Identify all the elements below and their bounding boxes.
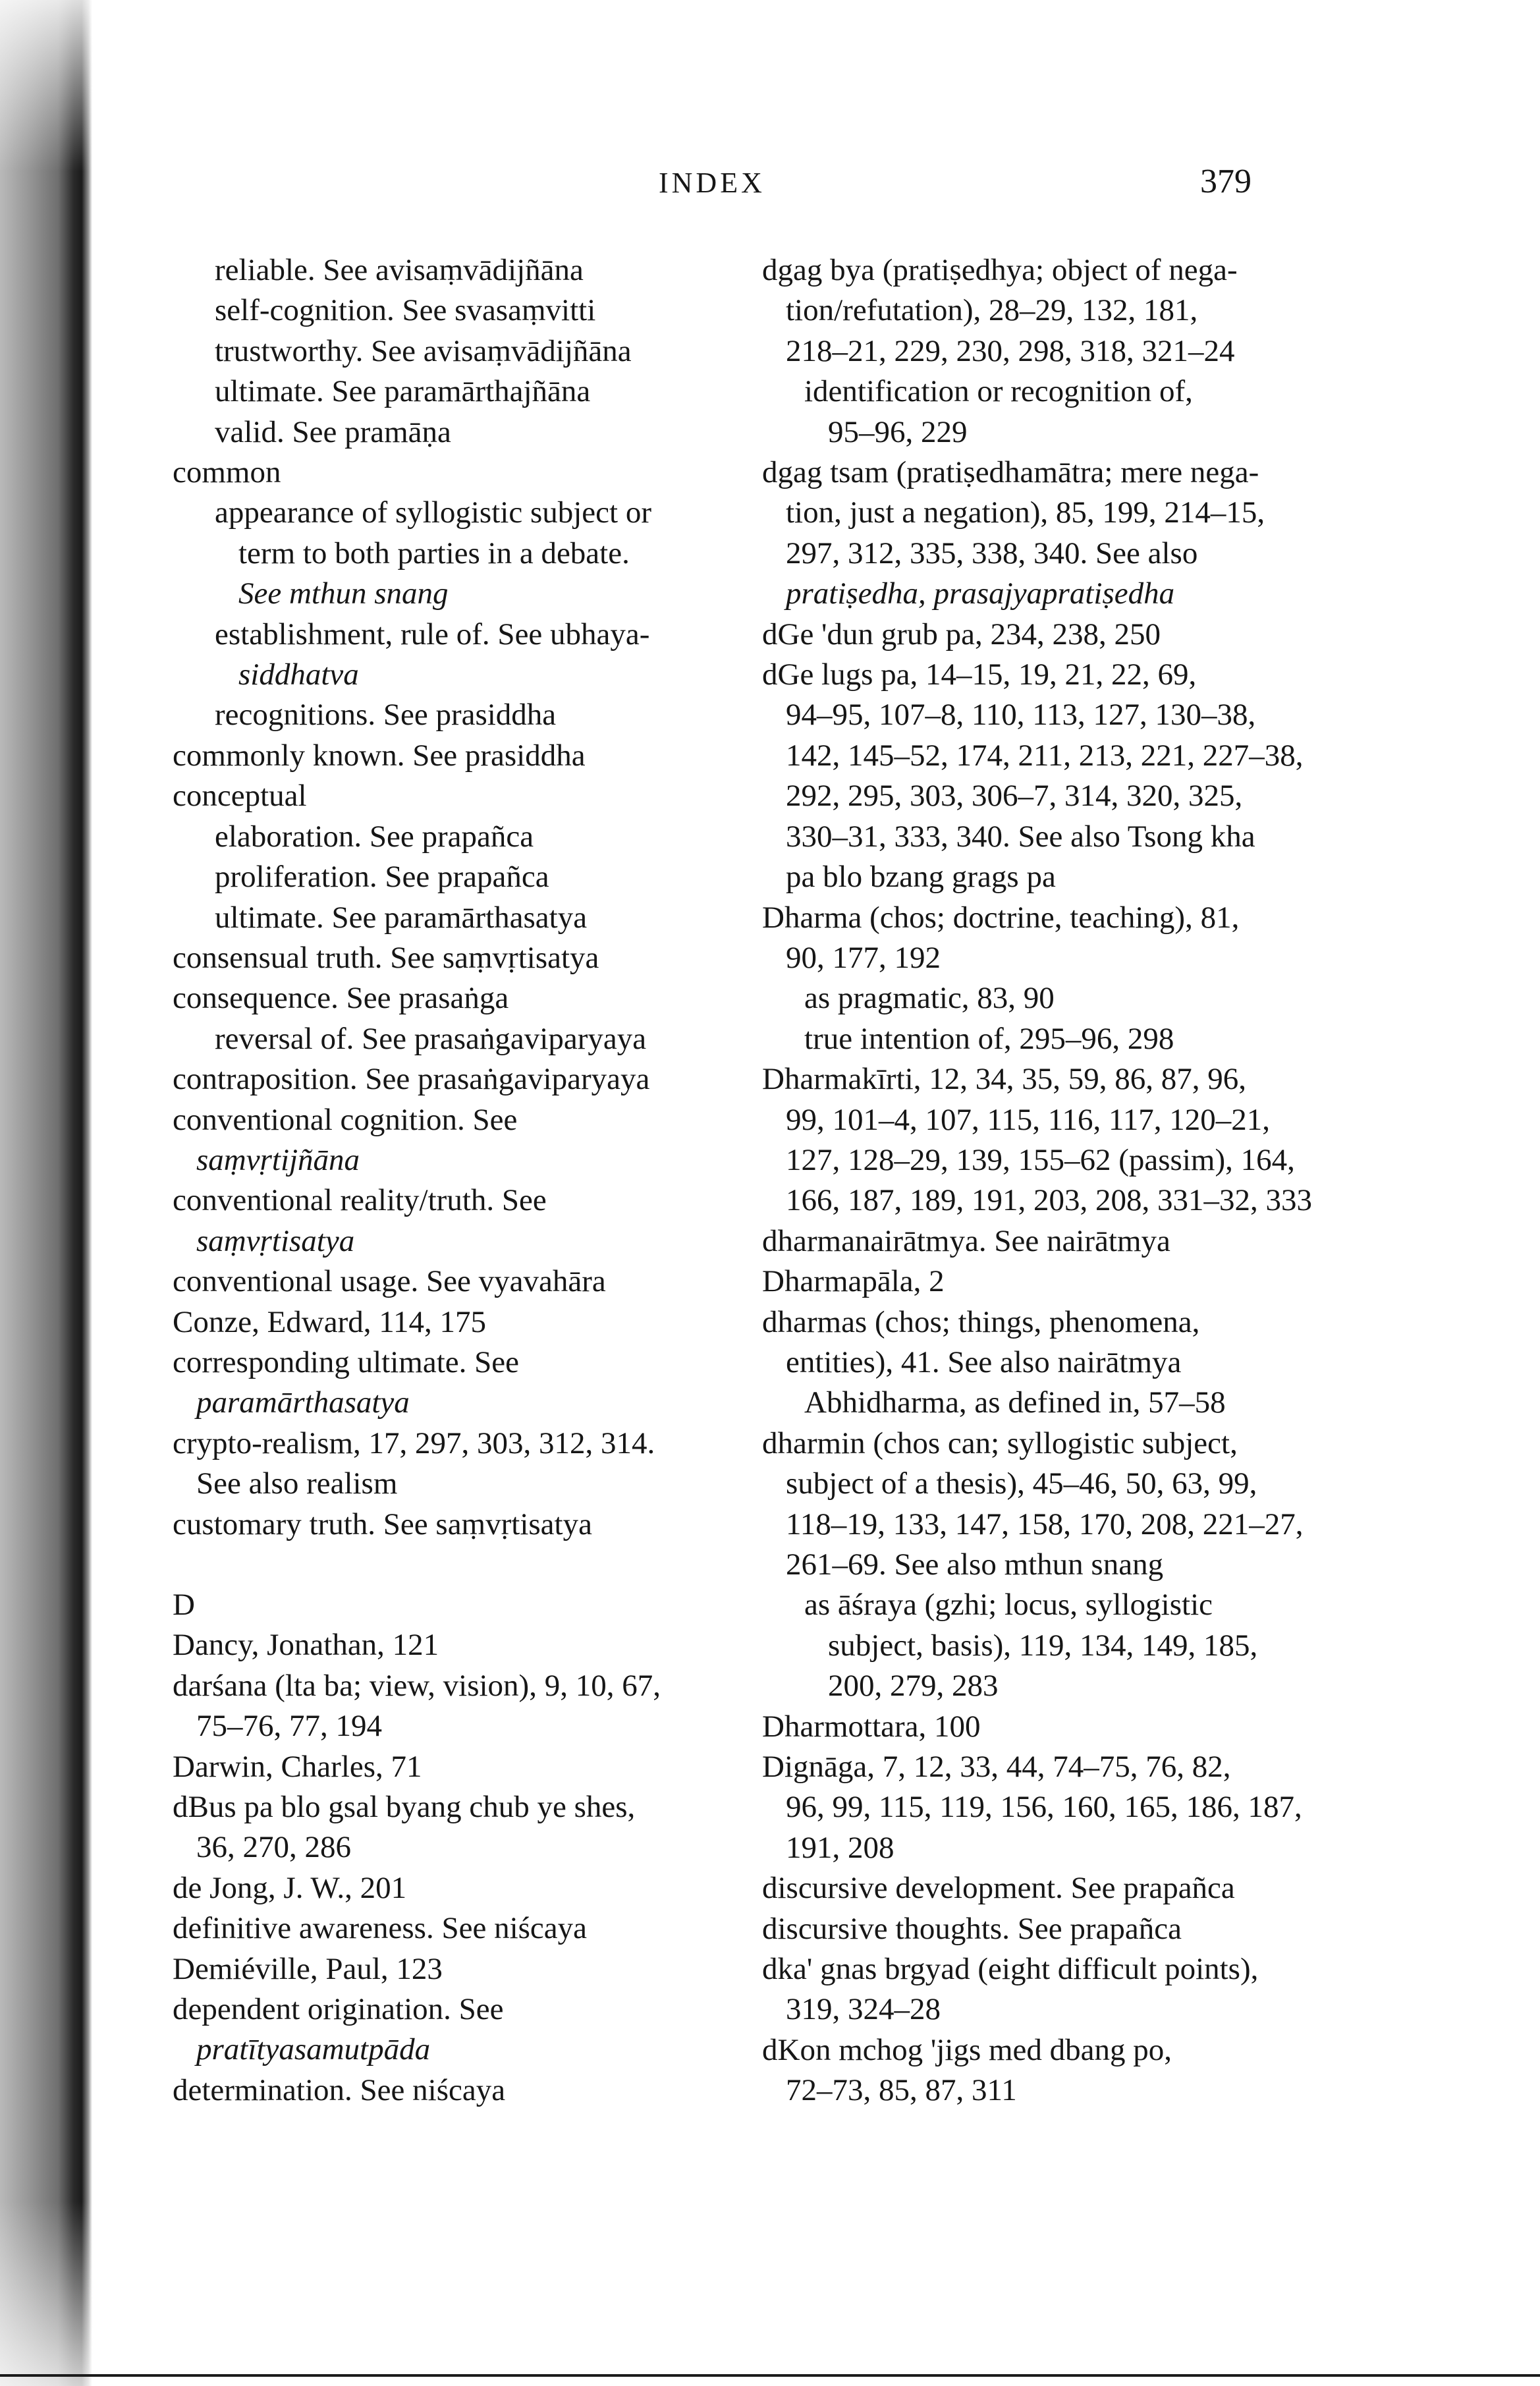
index-line: definitive awareness. See niścaya	[173, 1911, 588, 1946]
index-line: 127, 128–29, 139, 155–62 (passim), 164,	[786, 1142, 1295, 1177]
index-line: trustworthy. See avisaṃvādijñāna	[215, 333, 632, 368]
index-line: dgag tsam (pratiṣedhamātra; mere nega-	[762, 455, 1259, 490]
section-letter-d: D	[173, 1588, 195, 1622]
index-line: identification or recognition of,	[804, 374, 1193, 409]
index-line: entities), 41. See also nairātmya	[786, 1345, 1182, 1379]
index-line: 95–96, 229	[828, 414, 968, 449]
page-number: 379	[1200, 163, 1251, 200]
index-line: dgag bya (pratiṣedhya; object of nega-	[762, 253, 1238, 287]
index-line: See also realism	[196, 1466, 398, 1501]
index-line: as āśraya (gzhi; locus, syllogistic	[804, 1588, 1213, 1623]
index-line: contraposition. See prasaṅgaviparyaya	[173, 1062, 650, 1097]
index-line: corresponding ultimate. See	[173, 1345, 519, 1379]
index-line: 191, 208	[786, 1830, 894, 1865]
page-bottom-edge	[0, 2374, 1540, 2377]
index-line: dharmas (chos; things, phenomena,	[762, 1304, 1200, 1339]
index-line: 142, 145–52, 174, 211, 213, 221, 227–38,	[786, 738, 1304, 773]
index-line: pratiṣedha, prasajyapratiṣedha	[786, 576, 1175, 611]
index-line: true intention of, 295–96, 298	[804, 1021, 1174, 1056]
index-line: establishment, rule of. See ubhaya-	[215, 617, 650, 652]
index-line: 75–76, 77, 194	[196, 1709, 382, 1744]
index-line: proliferation. See prapañca	[215, 860, 549, 895]
index-line: See mthun snang	[238, 576, 449, 611]
index-line: as pragmatic, 83, 90	[804, 981, 1055, 1016]
index-line: elaboration. See prapañca	[215, 819, 534, 854]
index-line: 297, 312, 335, 338, 340. See also	[786, 536, 1198, 570]
index-line: customary truth. See saṃvṛtisatya	[173, 1507, 592, 1541]
running-head: INDEX	[659, 167, 765, 199]
page-binding-shadow	[0, 0, 92, 2386]
index-line: tion/refutation), 28–29, 132, 181,	[786, 293, 1198, 328]
index-line: 36, 270, 286	[196, 1830, 351, 1865]
index-line: Conze, Edward, 114, 175	[173, 1304, 486, 1339]
index-line: Abhidharma, as defined in, 57–58	[804, 1385, 1226, 1420]
index-line: pratītyasamutpāda	[196, 2032, 431, 2067]
index-line: 99, 101–4, 107, 115, 116, 117, 120–21,	[786, 1102, 1271, 1137]
index-line: 261–69. See also mthun snang	[786, 1547, 1164, 1582]
index-line: Dharma (chos; doctrine, teaching), 81,	[762, 900, 1240, 935]
index-line: saṃvṛtisatya	[196, 1223, 355, 1258]
index-line: Dharmapāla, 2	[762, 1264, 945, 1299]
index-line: conventional usage. See vyavahāra	[173, 1264, 606, 1299]
index-line: dka' gnas brgyad (eight difficult points),	[762, 1952, 1259, 1987]
index-line: common	[173, 455, 281, 490]
index-line: 218–21, 229, 230, 298, 318, 321–24	[786, 333, 1235, 368]
index-line: conventional cognition. See	[173, 1102, 518, 1137]
index-line: dGe 'dun grub pa, 234, 238, 250	[762, 617, 1161, 652]
index-line: saṃvṛtijñāna	[196, 1142, 360, 1177]
index-line: dGe lugs pa, 14–15, 19, 21, 22, 69,	[762, 657, 1197, 692]
index-line: tion, just a negation), 85, 199, 214–15,	[786, 495, 1265, 530]
index-line: subject, basis), 119, 134, 149, 185,	[828, 1628, 1258, 1663]
index-line: siddhatva	[238, 657, 359, 692]
index-line: recognitions. See prasiddha	[215, 698, 557, 733]
index-line: dKon mchog 'jigs med dbang po,	[762, 2032, 1172, 2067]
index-line: Dharmottara, 100	[762, 1709, 981, 1744]
index-line: ultimate. See paramārthasatya	[215, 900, 588, 935]
index-line: 118–19, 133, 147, 158, 170, 208, 221–27,	[786, 1507, 1304, 1541]
index-line: appearance of syllogistic subject or	[215, 495, 651, 530]
index-column-left	[173, 250, 726, 2111]
index-line: darśana (lta ba; view, vision), 9, 10, 67,	[173, 1668, 661, 1703]
index-line: conceptual	[173, 779, 307, 814]
index-line: Demiéville, Paul, 123	[173, 1951, 443, 1986]
index-line: dependent origination. See	[173, 1992, 504, 2027]
index-line: dharmin (chos can; syllogistic subject,	[762, 1426, 1238, 1460]
index-line: 96, 99, 115, 119, 156, 160, 165, 186, 187,	[786, 1790, 1302, 1825]
index-line: Dharmakīrti, 12, 34, 35, 59, 86, 87, 96,	[762, 1062, 1246, 1097]
index-line: 292, 295, 303, 306–7, 314, 320, 325,	[786, 779, 1243, 814]
index-column-right	[762, 250, 1312, 2111]
index-line: 330–31, 333, 340. See also Tsong kha	[786, 819, 1255, 854]
index-line: paramārthasatya	[196, 1385, 410, 1420]
index-line: determination. See niścaya	[173, 2072, 506, 2107]
index-line: Dancy, Jonathan, 121	[173, 1628, 439, 1663]
index-line: discursive development. See prapañca	[762, 1871, 1235, 1906]
index-line: valid. See pramāṇa	[215, 414, 451, 449]
index-line: 319, 324–28	[786, 1992, 941, 2027]
index-line: term to both parties in a debate.	[238, 536, 630, 570]
index-line: Dignāga, 7, 12, 33, 44, 74–75, 76, 82,	[762, 1750, 1231, 1785]
index-line: de Jong, J. W., 201	[173, 1870, 407, 1905]
index-line: reversal of. See prasaṅgaviparyaya	[215, 1021, 647, 1056]
index-line: crypto-realism, 17, 297, 303, 312, 314.	[173, 1426, 655, 1460]
index-line: dBus pa blo gsal byang chub ye shes,	[173, 1790, 636, 1825]
index-line: 166, 187, 189, 191, 203, 208, 331–32, 333	[786, 1183, 1312, 1218]
index-line: reliable. See avisaṃvādijñāna	[215, 253, 584, 287]
index-line: pa blo bzang grags pa	[786, 860, 1056, 895]
index-line: self-cognition. See svasaṃvitti	[215, 293, 596, 328]
index-line: dharmanairātmya. See nairātmya	[762, 1223, 1170, 1258]
index-line: subject of a thesis), 45–46, 50, 63, 99,	[786, 1466, 1257, 1501]
index-line: consequence. See prasaṅga	[173, 981, 509, 1016]
index-line: commonly known. See prasiddha	[173, 738, 586, 773]
index-line: 94–95, 107–8, 110, 113, 127, 130–38,	[786, 698, 1256, 733]
index-line: 72–73, 85, 87, 311	[786, 2073, 1017, 2108]
index-line: Darwin, Charles, 71	[173, 1749, 422, 1784]
index-line: 200, 279, 283	[828, 1669, 999, 1704]
index-line: 90, 177, 192	[786, 940, 941, 975]
index-line: ultimate. See paramārthajñāna	[215, 374, 591, 409]
index-line: consensual truth. See saṃvṛtisatya	[173, 940, 599, 975]
index-line: discursive thoughts. See prapañca	[762, 1911, 1182, 1946]
index-line: conventional reality/truth. See	[173, 1183, 547, 1218]
